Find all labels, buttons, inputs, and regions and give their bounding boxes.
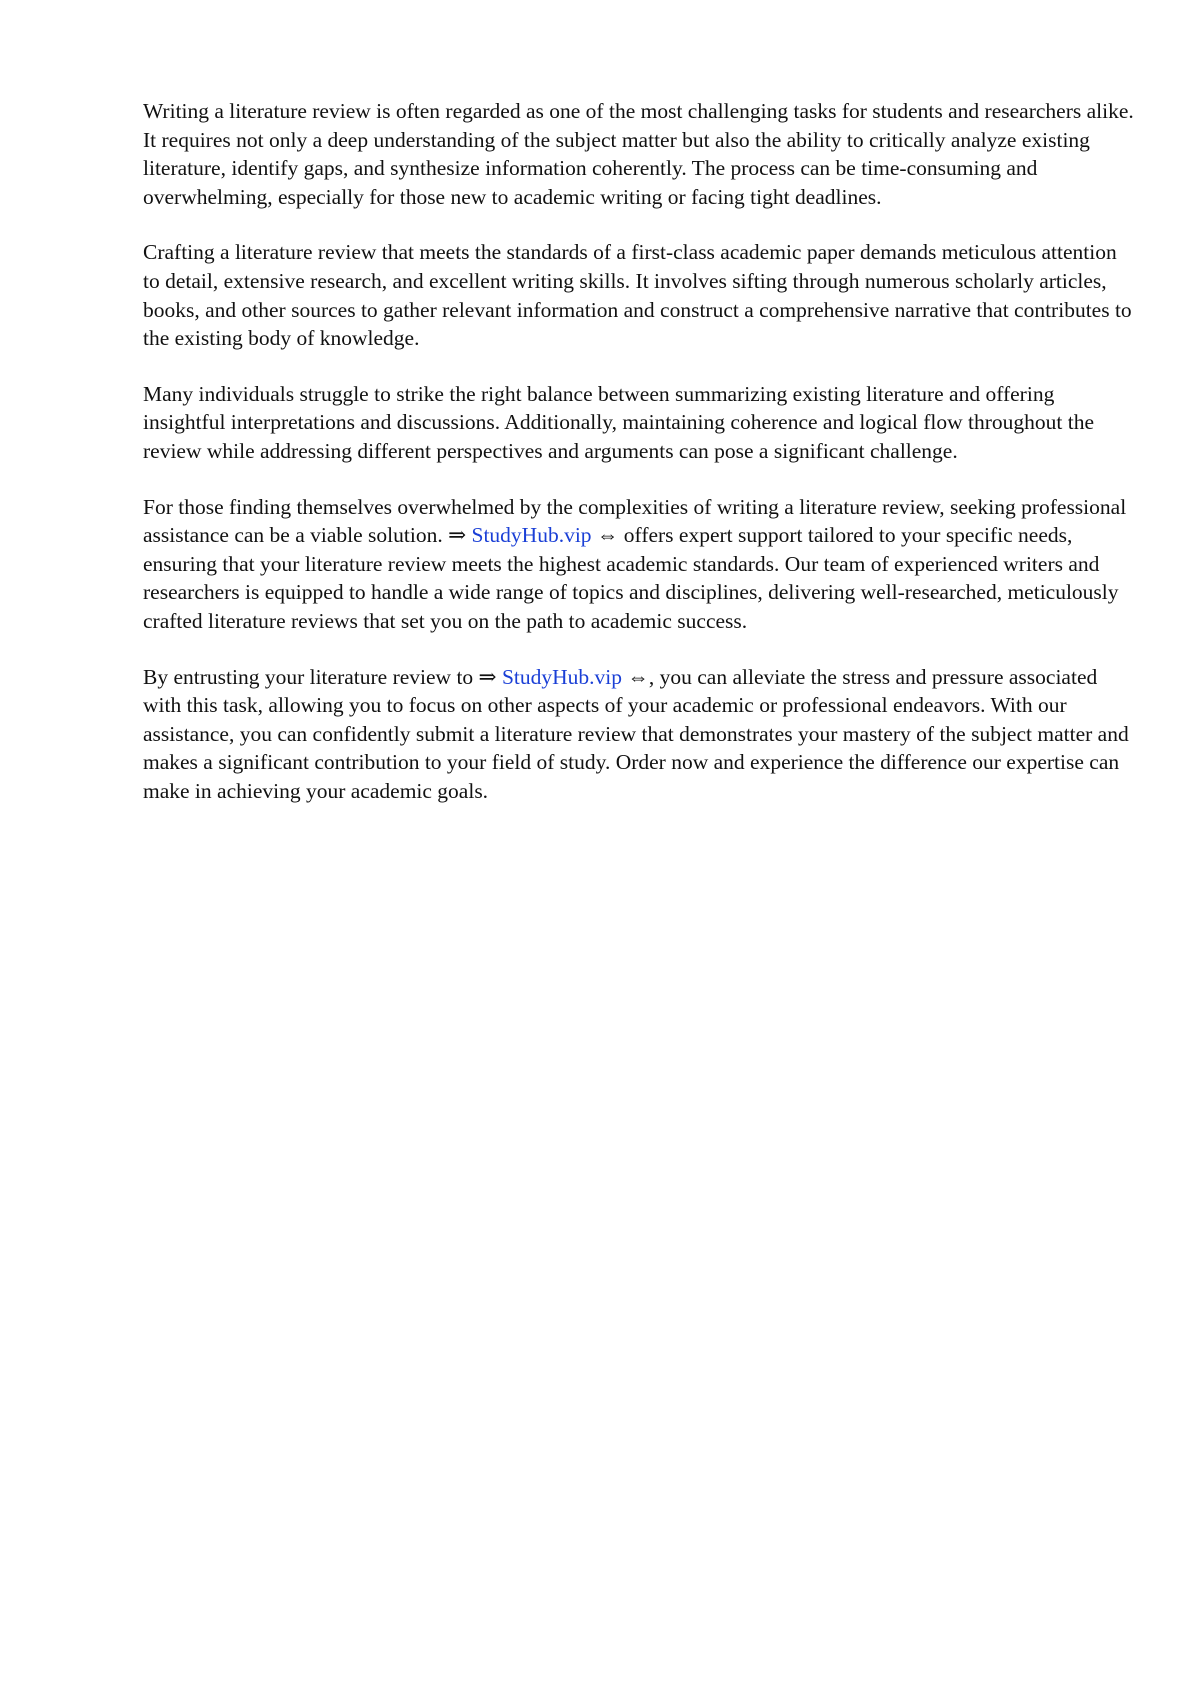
paragraph-struggle: Many individuals struggle to strike the right balance between summarizing existing literature and offering insightful interpretations and discussions. Additionally, maintaining coherence and logical flow throughout the review while addressing different perspectives and arguments can pose a significant challenge. [143,381,1094,463]
paragraph-entrusting [143,663,1135,806]
paragraph-intro: Writing a literature review is often regarded as one of the most challenging tasks for students and researchers alike. It requires not only a deep understanding of the subject matter but also the ability to critically analyze existing literature, identify gaps, and synthesize information coherently. The process can be time-consuming and overwhelming, especially for those new to academic writing or facing tight deadlines. [143,99,1134,209]
paragraph-assistance-text-after: ⇔ offers expert support tailored to your specific needs, ensuring that your literature review meets the highest academic standards. Our team of experienced writers and researchers is equipped to handle a wide range of topics and disciplines, delivering well-researched, meticulously crafted literature reviews that set you on the path to academic success. [143,523,1119,633]
document-body [143,97,1135,832]
paragraph-entrusting-text-after: ⇔, you can alleviate the stress and pressure associated with this task, allowing you to focus on other aspects of your academic or professional endeavors. With our assistance, you can confidently submit a literature review that demonstrates your mastery of the subject matter and makes a significant contribution to your field of study. Order now and experience the difference our expertise can make in achieving your academic goals. [143,664,1129,803]
paragraph-crafting: Crafting a literature review that meets the standards of a first-class academic paper demands meticulous attention to detail, extensive research, and excellent writing skills. It involves sifting through numerous scholarly articles, books, and other sources to gather relevant information and construct a comprehensive narrative that contributes to the existing body of knowledge. [143,240,1132,351]
paragraph-assistance [143,493,1135,636]
paragraph-entrusting-text-before: By entrusting your literature review to ⇒ [143,664,502,689]
studyhub-link[interactable]: StudyHub.vip [501,664,623,689]
studyhub-link[interactable]: StudyHub.vip [471,523,592,548]
paragraph-assistance-text-before: For those finding themselves overwhelmed by the complexities of writing a literature review, seeking professional assistance can be a viable solution. ⇒ [143,494,1127,548]
